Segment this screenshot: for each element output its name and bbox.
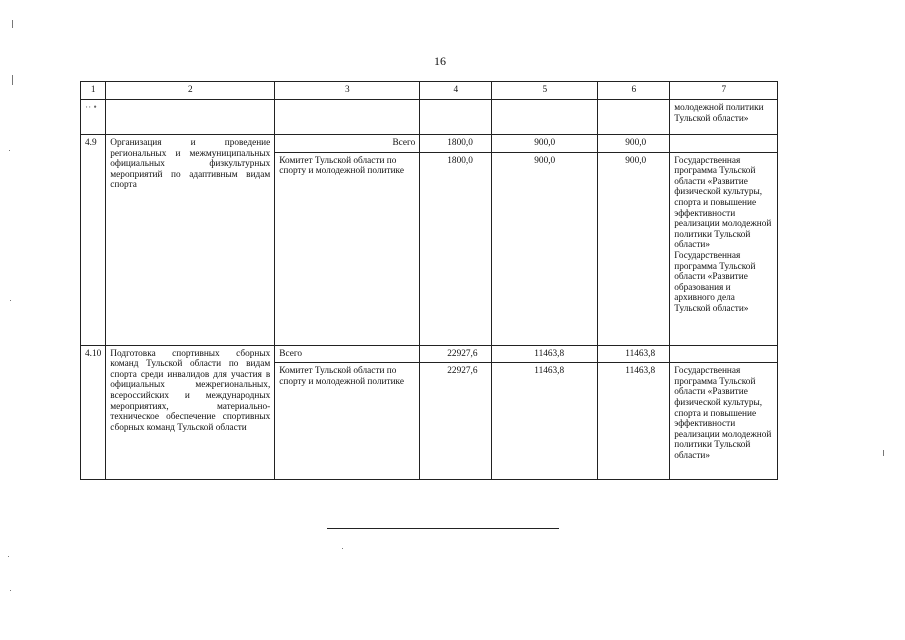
scan-speck	[12, 20, 13, 28]
total-value: 11463,8	[492, 345, 598, 363]
scan-speck	[10, 300, 11, 301]
scan-speck	[9, 150, 10, 151]
column-header: 5	[492, 82, 598, 100]
table-header-row	[81, 82, 778, 100]
table-cell	[670, 345, 778, 363]
total-value: 1800,0	[420, 135, 492, 153]
row-number: 4.10	[81, 345, 106, 480]
executor-name: Комитет Тульской области по спорту и молодежной политике	[275, 363, 420, 480]
scan-speck	[883, 450, 884, 456]
executor-value: 22927,6	[420, 363, 492, 480]
table-cell	[420, 100, 492, 135]
executor-value: 11463,8	[598, 363, 670, 480]
total-value: 22927,6	[420, 345, 492, 363]
page-number: 16	[434, 54, 446, 68]
column-header: 3	[275, 82, 420, 100]
continuation-marker: ·· •	[81, 100, 106, 135]
executor-value: 11463,8	[492, 363, 598, 480]
executor-value: 1800,0	[420, 152, 492, 345]
continuation-row	[81, 100, 778, 135]
total-value: 900,0	[492, 135, 598, 153]
table-cell	[492, 100, 598, 135]
footer-rule	[327, 528, 559, 529]
table-row	[81, 135, 778, 153]
column-header: 2	[106, 82, 275, 100]
program-cell: молодежной политики Тульской области»	[670, 100, 778, 135]
row-number: 4.9	[81, 135, 106, 346]
scan-speck	[12, 75, 13, 85]
scan-speck	[8, 556, 9, 557]
activity-name: Организация и проведение региональных и межмуниципальных официальных физкультурных мероприятий по адаптивным видам спорта	[106, 135, 275, 346]
table-cell	[598, 100, 670, 135]
column-header: 6	[598, 82, 670, 100]
scan-speck	[342, 548, 343, 549]
program-cell: Государственная программа Тульской области «Развитие физической культуры, спорта и повышение эффективности реализации молодежной политики Тульской области» Государственная программа Тульской области «Развитие образования и архивного дела Тульской области»	[670, 152, 778, 345]
column-header: 7	[670, 82, 778, 100]
total-label: Всего	[275, 345, 420, 363]
activity-name: Подготовка спортивных сборных команд Тульской области по видам спорта среди инвалидов для участия в официальных межрегиональных, всероссийских и международных мероприятиях, материально-техническое обеспечение спортивных сборных команд Тульской области	[106, 345, 275, 480]
column-header: 4	[420, 82, 492, 100]
executor-name: Комитет Тульской области по спорту и молодежной политике	[275, 152, 420, 345]
executor-value: 900,0	[598, 152, 670, 345]
budget-table	[80, 81, 778, 480]
total-value: 11463,8	[598, 345, 670, 363]
table-row	[81, 345, 778, 363]
program-cell: Государственная программа Тульской области «Развитие физической культуры, спорта и повышение эффективности реализации молодежной политики Тульской области»	[670, 363, 778, 480]
total-value: 900,0	[598, 135, 670, 153]
scan-speck	[10, 590, 11, 591]
executor-value: 900,0	[492, 152, 598, 345]
column-header: 1	[81, 82, 106, 100]
table-cell	[275, 100, 420, 135]
table-cell	[670, 135, 778, 153]
table-cell	[106, 100, 275, 135]
total-label: Всего	[275, 135, 420, 153]
